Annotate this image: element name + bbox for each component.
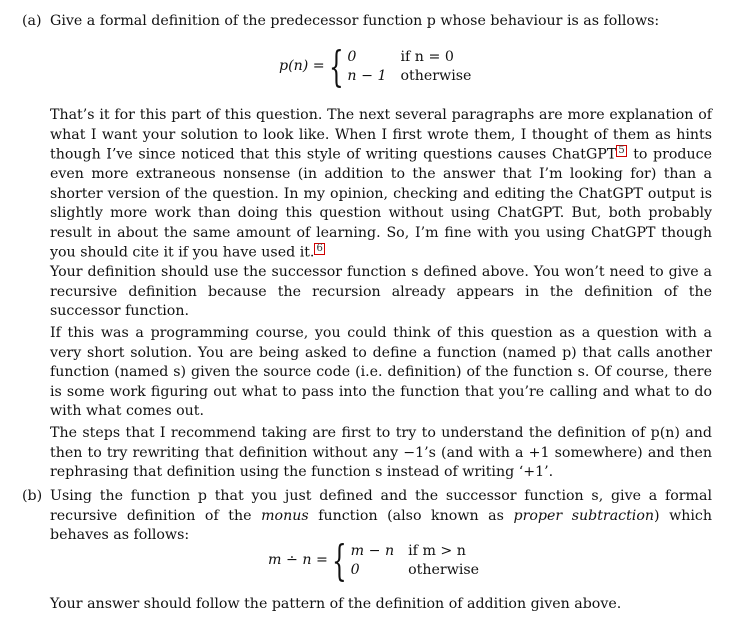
monus-lhs: m ∸ n =: [268, 552, 328, 569]
case-condition: otherwise: [400, 68, 472, 84]
monus-term: monus: [261, 507, 309, 524]
case-condition: if m > n: [408, 543, 466, 559]
part-b-closing: Your answer should follow the pattern of the definition of addition given above.: [50, 596, 622, 612]
case-value: 0: [347, 49, 357, 65]
brace-icon: {: [328, 42, 344, 91]
case-value: m − n: [350, 543, 395, 559]
part-a-intro: Give a formal definition of the predecessor function p whose behaviour is as follows:: [50, 13, 660, 29]
proper-subtraction-term: proper subtraction: [513, 507, 655, 524]
footnote-ref-6[interactable]: 6: [316, 243, 323, 255]
footnote-ref-5[interactable]: 5: [618, 145, 625, 156]
part-a-paragraph-2: Your definition should use the successor function s defined above. You won’t need to give a recursive definition because the recursion already appears in the definition of the successor function.: [50, 264, 712, 319]
predecessor-cases: [347, 48, 471, 86]
predecessor-equation: [279, 42, 472, 91]
case-condition: otherwise: [408, 562, 480, 578]
part-a-paragraph-3: If this was a programming course, you could think of this question as a question with a very short solution. You are being asked to define a function (named p) that calls another function (named s) given the source code (i.e. definition) of the function s. Of course, there is some work figuring out what to pass into the function that you’re calling and what to do with what comes out.: [50, 325, 712, 419]
case-value: n − 1: [347, 68, 387, 84]
part-b-intro: Using the function p that you just defined and the successor function s, give a formal recursive definition of the monus function (also known as proper subtraction) which behaves as follows:: [50, 488, 713, 543]
monus-cases: [351, 542, 479, 580]
case-condition: if n = 0: [400, 49, 454, 65]
case-value: 0: [350, 562, 360, 578]
part-b-label: (b): [22, 488, 43, 504]
predecessor-lhs: p(n) =: [279, 58, 325, 75]
brace-icon: {: [331, 536, 347, 585]
part-a-paragraph-1: That’s it for this part of this question. The next several paragraphs are more explanation of what I want your solution to look like. When I first wrote them, I thought of them as hints though I’ve since noticed that this style of writing questions causes ChatGPT 5 to produce even more extraneous nonsense (in addition to the answer that I’m looking for) than a shorter version of the question. In my opinion, checking and editing the ChatGPT output is slightly more work than doing this question without using ChatGPT. But, both probably result in about the same amount of learning. So, I’m fine with you using ChatGPT though you should cite it if you have used it. 6: [50, 107, 712, 261]
part-a-paragraph-4: The steps that I recommend taking are first to try to understand the definition of p(n) and then to try rewriting that definition without any −1’s (and with a +1 somewhere) and then rephrasing that definition using the function s instead of writing ‘+1’.: [50, 425, 712, 480]
part-a-label: (a): [22, 13, 42, 29]
monus-equation: [268, 536, 480, 585]
